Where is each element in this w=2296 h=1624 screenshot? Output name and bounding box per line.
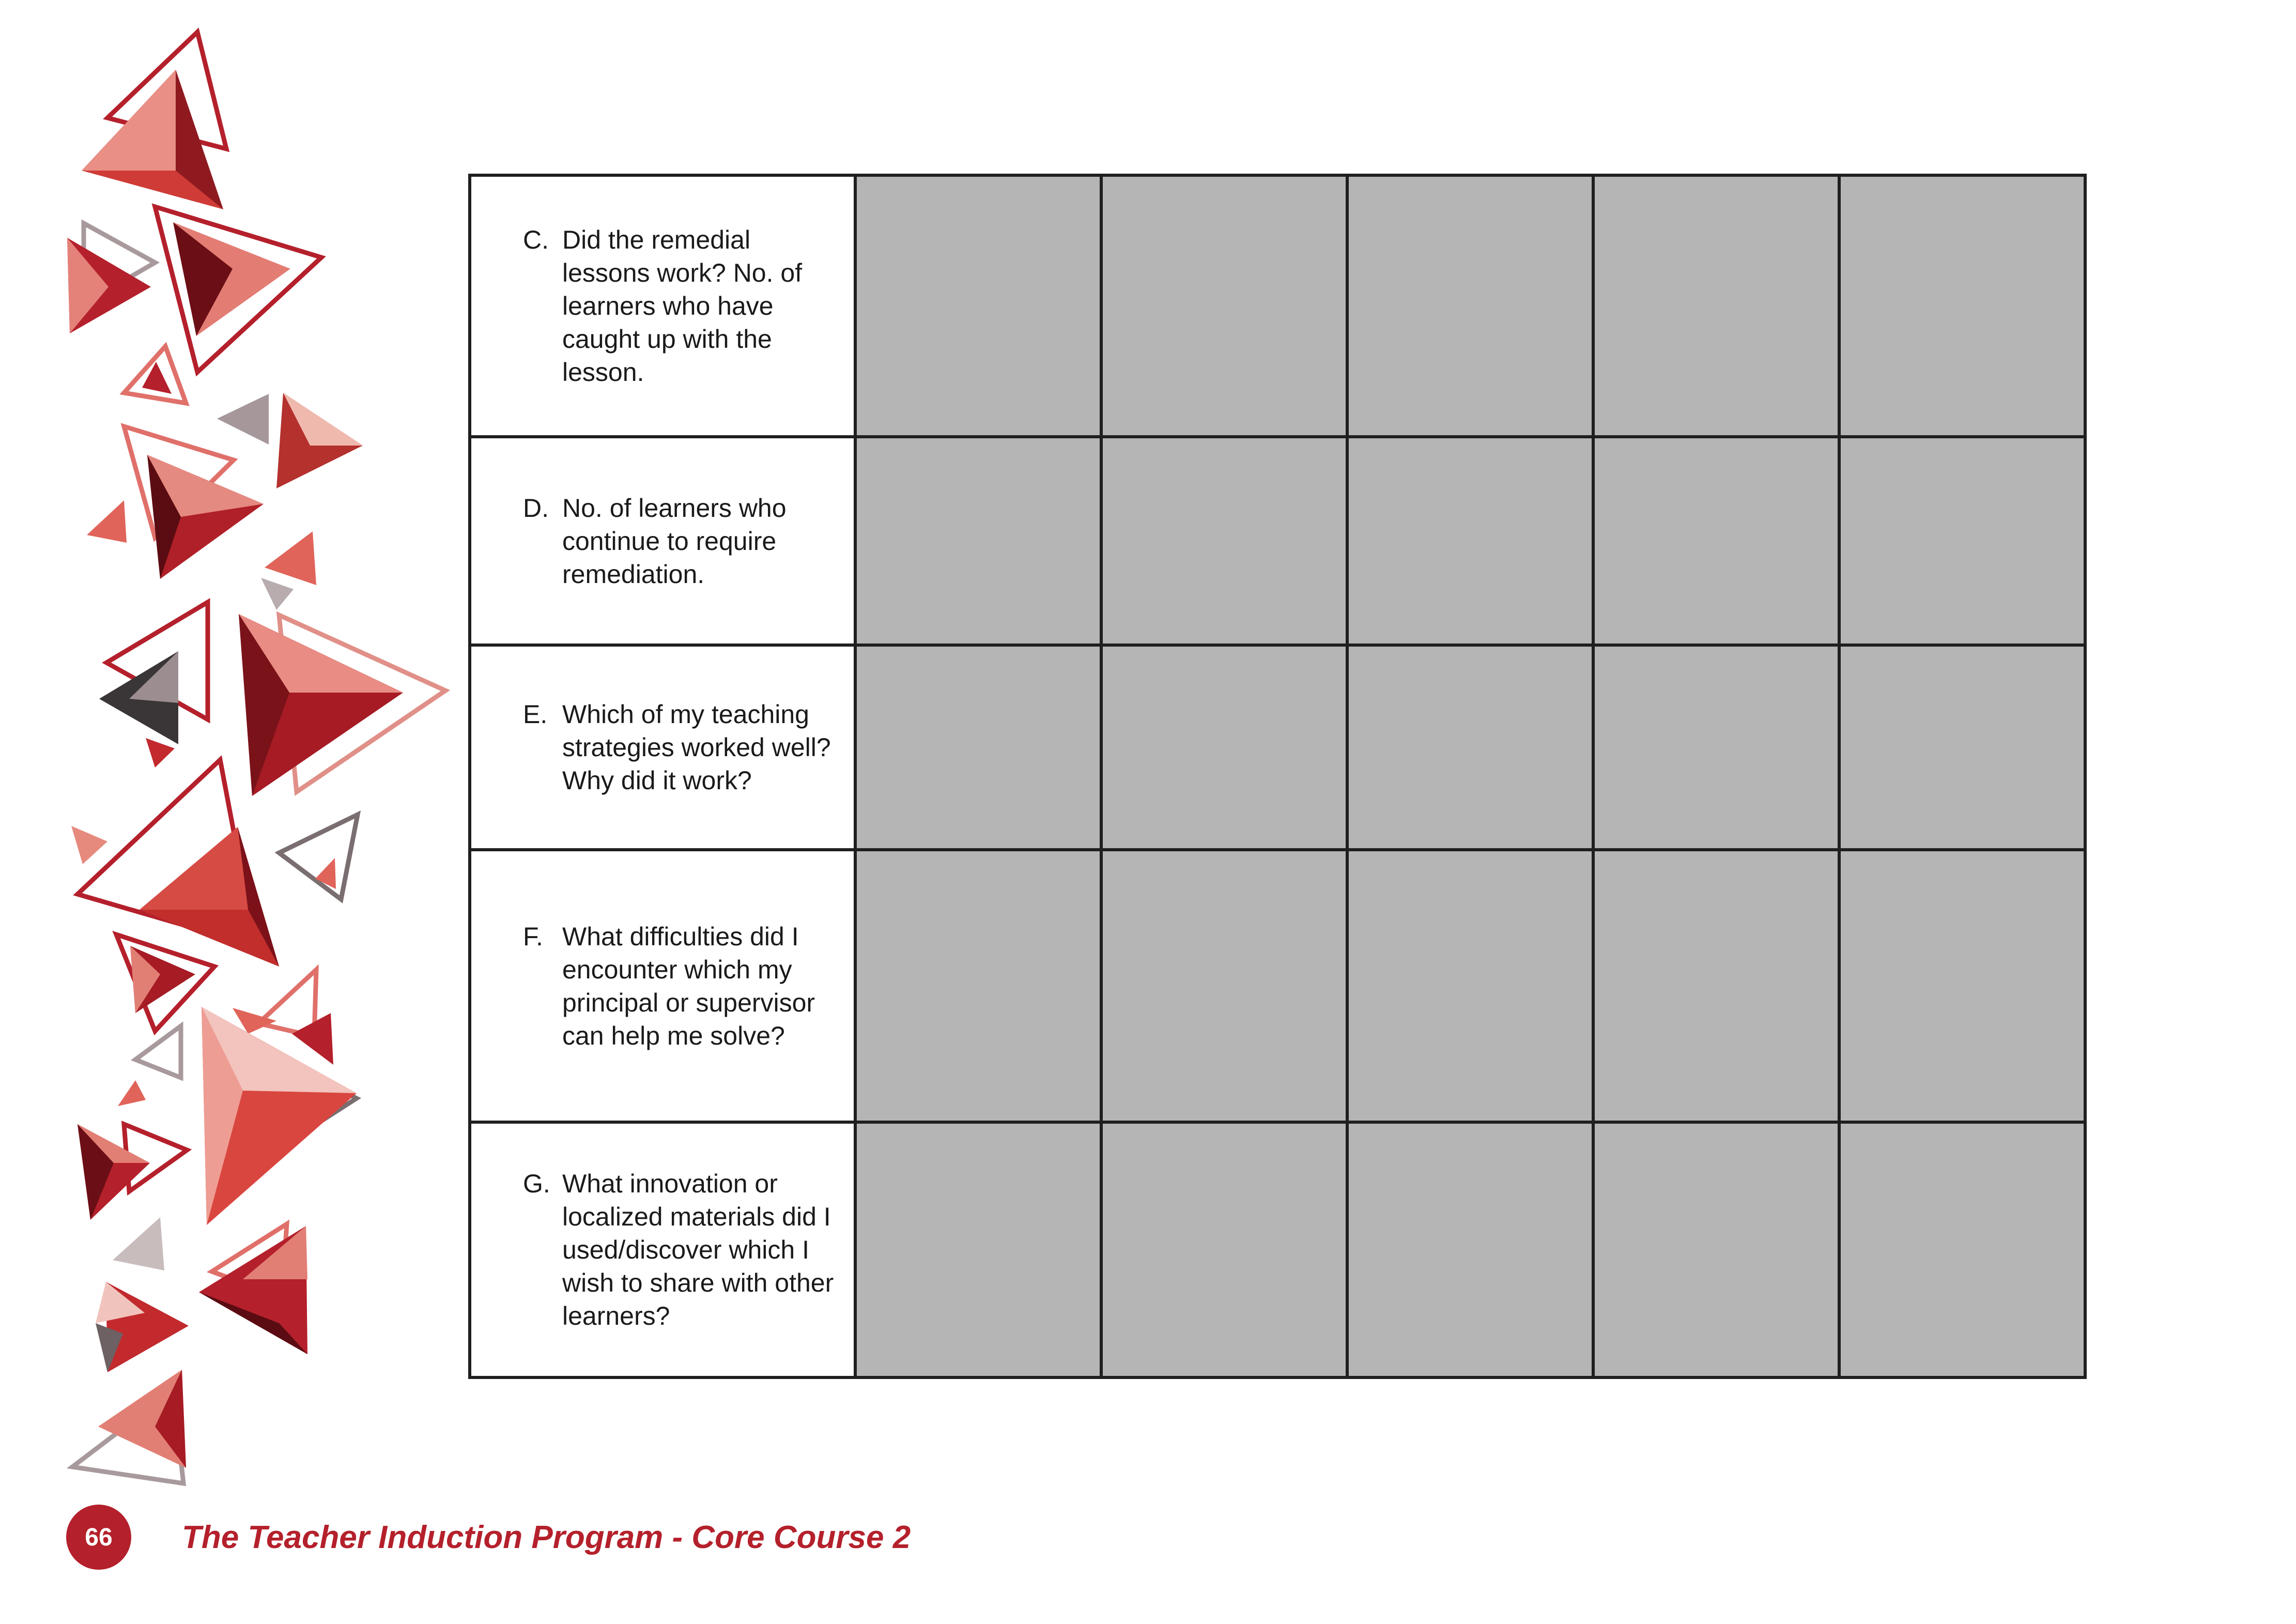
page-footer: [66, 1505, 911, 1570]
answer-cell[interactable]: [1101, 1122, 1347, 1377]
answer-cell[interactable]: [1347, 175, 1593, 437]
triangle-filled: [113, 1217, 164, 1270]
answer-cell[interactable]: [1839, 437, 2085, 645]
footer-title: The Teacher Induction Program - Core Course 2: [182, 1519, 911, 1555]
answer-cell[interactable]: [1839, 175, 2085, 437]
reflection-table: [468, 174, 2087, 1379]
answer-cell[interactable]: [1593, 175, 1839, 437]
question-letter: C.: [523, 225, 549, 254]
triangle-filled: [140, 827, 248, 910]
question-cell: [470, 645, 855, 850]
triangle-filled: [87, 500, 127, 543]
triangle-filled: [261, 578, 294, 610]
triangle-filled: [146, 738, 175, 768]
question-text: What innovation or localized materials did I used/discover which I wish to share with other learners?: [562, 1169, 834, 1330]
answer-cell[interactable]: [855, 437, 1101, 645]
question-text: Did the remedial lessons work? No. of learners who have caught up with the lesson.: [562, 225, 803, 387]
triangle-filled: [265, 531, 316, 585]
page-number-badge: 66: [66, 1505, 131, 1570]
question-letter: F.: [523, 922, 543, 951]
answer-cell[interactable]: [1839, 850, 2085, 1122]
answer-cell[interactable]: [855, 645, 1101, 850]
answer-cell[interactable]: [1101, 437, 1347, 645]
answer-cell[interactable]: [1101, 645, 1347, 850]
answer-cell[interactable]: [855, 175, 1101, 437]
answer-cell[interactable]: [1593, 850, 1839, 1122]
reflection-table-container: [468, 174, 2087, 1379]
answer-cell[interactable]: [1347, 437, 1593, 645]
table-row: [470, 437, 2085, 645]
triangle-filled: [82, 70, 176, 171]
table-row: [470, 175, 2085, 437]
answer-cell[interactable]: [1347, 1122, 1593, 1377]
triangle-outline: [279, 815, 358, 899]
triangle-filled: [71, 826, 107, 864]
table-row: [470, 645, 2085, 850]
answer-cell[interactable]: [1839, 645, 2085, 850]
answer-cell[interactable]: [1101, 850, 1347, 1122]
triangle-outline: [135, 1026, 181, 1078]
question-cell: [470, 175, 855, 437]
answer-cell[interactable]: [1101, 175, 1347, 437]
answer-cell[interactable]: [1593, 645, 1839, 850]
table-row: [470, 1122, 2085, 1377]
answer-cell[interactable]: [1347, 850, 1593, 1122]
answer-cell[interactable]: [1593, 437, 1839, 645]
decorative-triangle-border: [0, 0, 465, 1551]
question-cell: [470, 437, 855, 645]
question-text: No. of learners who continue to require remediation.: [562, 493, 787, 589]
triangle-filled: [217, 394, 269, 445]
question-letter: G.: [523, 1169, 550, 1198]
question-letter: D.: [523, 493, 549, 523]
table-row: [470, 850, 2085, 1122]
answer-cell[interactable]: [1839, 1122, 2085, 1377]
question-cell: [470, 850, 855, 1122]
answer-cell[interactable]: [1347, 645, 1593, 850]
question-cell: [470, 1122, 855, 1377]
question-text: What difficulties did I encounter which my principal or supervisor can help me solve?: [562, 922, 815, 1050]
question-letter: E.: [523, 700, 548, 729]
answer-cell[interactable]: [1593, 1122, 1839, 1377]
question-text: Which of my teaching strategies worked well? Why did it work?: [562, 700, 831, 795]
triangle-filled: [118, 1080, 146, 1106]
answer-cell[interactable]: [855, 850, 1101, 1122]
answer-cell[interactable]: [855, 1122, 1101, 1377]
